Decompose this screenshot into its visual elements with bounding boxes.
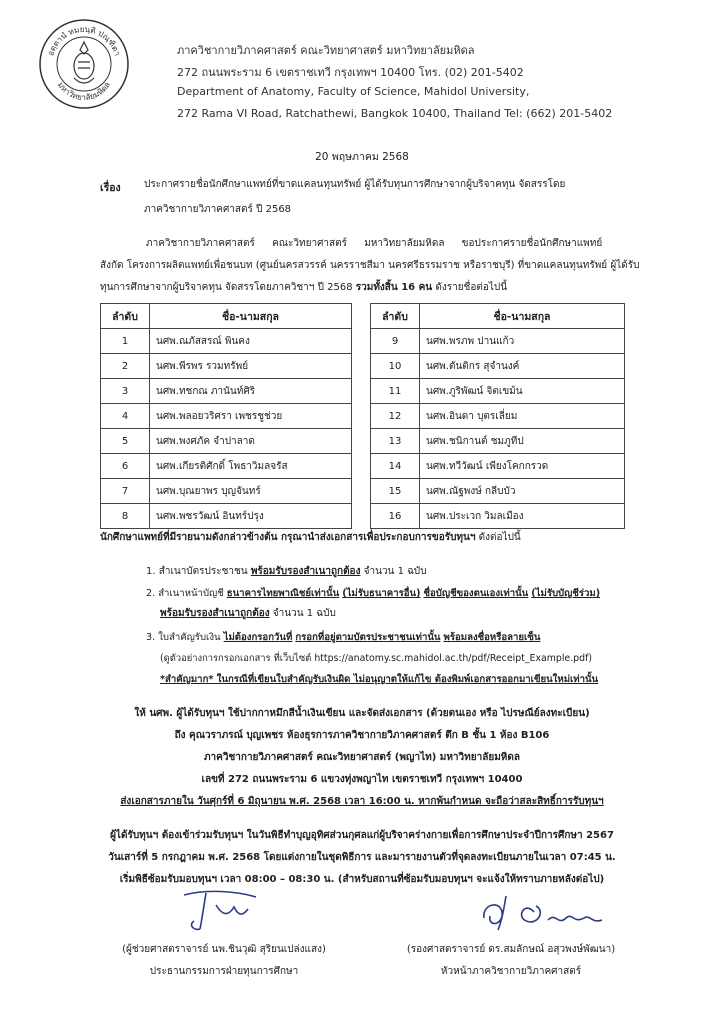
left-signatory-name: (ผู้ช่วยศาสตราจารย์ นพ.ชินวุฒิ สุริยนเปล่งแสง) [122,944,326,955]
column-header-no: ลำดับ [101,304,150,329]
recipients-table-left [100,303,352,529]
table-row [371,429,625,454]
table-row [101,479,352,504]
student-name: นศพ.เกียรติศักดิ์ โพธาวิมลจรัส [150,454,352,479]
svg-text:อตฺตานํ ทมยนฺติ ปณฺฑิตา: อตฺตานํ ทมยนฺติ ปณฺฑิตา [46,24,122,58]
row-number: 12 [371,404,420,429]
table-row [371,354,625,379]
table-row [371,404,625,429]
student-name: นศพ.ทชกณ ภานันท์ศิริ [150,379,352,404]
row-number: 5 [101,429,150,454]
student-name: นศพ.พงศภัค จำปาลาด [150,429,352,454]
student-name: นศพ.พรภพ ปานแก้ว [420,329,625,354]
table-row [101,329,352,354]
table-row [371,379,625,404]
header-english-name: Department of Anatomy, Faculty of Science, Mahidol University, [177,85,530,98]
student-name: นศพ.ณัฐพงษ์ กลีบบัว [420,479,625,504]
submission-line-1: ให้ นศพ. ผู้ได้รับทุนฯ ใช้ปากกาหมึกสีน้ำเงินเขียน และจัดส่งเอกสาร (ด้วยตนเอง หรือ ไปรษณีย์ลงทะเบียน) [134,708,590,719]
instruction-item-2: 2. สำเนาหน้าบัญชี ธนาคารไทยพาณิชย์เท่านั้น (ไม่รับธนาคารอื่น) ชื่อบัญชีของตนเองเท่านั้น (ไม่รับบัญชีร่วม) [146,588,601,599]
student-name: นศพ.ตันติกร สุจำนงค์ [420,354,625,379]
row-number: 2 [101,354,150,379]
table-row [371,329,625,354]
submission-line-4: เลขที่ 272 ถนนพระราม 6 แขวงทุ่งพญาไท เขตราชเทวี กรุงเทพฯ 10400 [201,774,523,785]
intro-total-count: รวมทั้งสิ้น 16 คน [355,282,433,293]
student-name: นศพ.ภูริพัฒน์ จิตเขม้น [420,379,625,404]
svg-text:มหาวิทยาลัยมหิดล: มหาวิทยาลัยมหิดล [55,80,113,103]
row-number: 13 [371,429,420,454]
row-number: 3 [101,379,150,404]
table-row [371,504,625,529]
table-row [371,479,625,504]
student-name: นศพ.บุณยาพร บุญจันทร์ [150,479,352,504]
ceremony-line-1: ผู้ได้รับทุนฯ ต้องเข้าร่วมรับทุนฯ ในวันพิธีทำบุญอุทิศส่วนกุศลแก่ผู้บริจาคร่างกายเพื่อการศึกษาประจำปีการศึกษา 2567 [110,830,614,841]
instruction-item-3: 3. ใบสำคัญรับเงิน ไม่ต้องกรอกวันที่ กรอกที่อยู่ตามบัตรประชาชนเท่านั้น พร้อมลงชื่อหรือลายเซ็น [146,632,541,643]
row-number: 6 [101,454,150,479]
row-number: 4 [101,404,150,429]
right-signatory-name: (รองศาสตราจารย์ ดร.สมลักษณ์ อสุวพงษ์พัฒนา) [406,944,616,955]
table-row [101,354,352,379]
row-number: 14 [371,454,420,479]
column-header-name: ชื่อ-นามสกุล [150,304,352,329]
row-number: 16 [371,504,420,529]
right-signature-image [474,890,614,934]
left-signatory-title: ประธานกรรมการฝ่ายทุนการศึกษา [149,966,299,977]
row-number: 15 [371,479,420,504]
ceremony-line-3: เริ่มพิธีซ้อมรับมอบทุนฯ เวลา 08:00 – 08:30 น. (สำหรับสถานที่ซ้อมรับมอบทุนฯ จะแจ้งให้ทราบภายหลังต่อไป) [119,874,605,885]
table-row [101,504,352,529]
instruction-item-2-line-2: พร้อมรับรองสำเนาถูกต้อง จำนวน 1 ฉบับ [160,608,336,619]
row-number: 11 [371,379,420,404]
instruction-important-note: *สำคัญมาก* ในกรณีที่เขียนใบสำคัญรับเงินผิด ไม่อนุญาตให้แก้ไข ต้องพิมพ์เอกสารออกมาเขียนใหม่เท่านั้น [160,674,599,685]
student-name: นศพ.อินดา บุตรเลี่ยม [420,404,625,429]
table-row [101,379,352,404]
submission-deadline: ส่งเอกสารภายใน วันศุกร์ที่ 6 มิถุนายน พ.ศ. 2568 เวลา 16:00 น. หากพ้นกำหนด จะถือว่าสละสิทธิ์การรับทุนฯ [120,796,604,807]
intro-line-2: สังกัด โครงการผลิตแพทย์เพื่อชนบท (ศูนย์นครสวรรค์ นครราชสีมา นครศรีธรรมราช หรือราชบุรี) ที่ขาดแคลนทุนทรัพย์ ผู้ได้รับ [100,260,640,271]
recipients-table-right [370,303,625,529]
intro-line-3: ทุนการศึกษาจากผู้บริจาคทุน จัดสรรโดยภาควิชาฯ ปี 2568 รวมทั้งสิ้น 16 คน ดังรายชื่อต่อไปนี้ [100,282,508,293]
table-row [371,454,625,479]
row-number: 8 [101,504,150,529]
column-header-no: ลำดับ [371,304,420,329]
subject-line-1: ประกาศรายชื่อนักศึกษาแพทย์ที่ขาดแคลนทุนทรัพย์ ผู้ได้รับทุนการศึกษาจากผู้บริจาคทุน จัดสรรโดย [144,179,566,190]
header-english-address: 272 Rama VI Road, Ratchathewi, Bangkok 10400, Thailand Tel: (662) 201-5402 [177,107,613,120]
header-thai-name: ภาควิชากายวิภาคศาสตร์ คณะวิทยาศาสตร์ มหาวิทยาลัยมหิดล [177,44,475,57]
subject-label: เรื่อง [100,182,121,194]
table-row [101,454,352,479]
row-number: 7 [101,479,150,504]
instructions-heading: นักศึกษาแพทย์ที่มีรายนามดังกล่าวข้างต้น กรุณานำส่งเอกสารเพื่อประกอบการขอรับทุนฯ ดังต่อไปนี้ [100,532,521,543]
intro-line-1: ภาควิชากายวิภาคศาสตร์ คณะวิทยาศาสตร์ มหาวิทยาลัยมหิดล ขอประกาศรายชื่อนักศึกษาแพทย์ [146,238,603,249]
instruction-example-url: (ดูตัวอย่างการกรอกเอกสาร ที่เว็บไซต์ https://anatomy.sc.mahidol.ac.th/pdf/Receipt_Example.pdf) [160,653,593,664]
column-header-name: ชื่อ-นามสกุล [420,304,625,329]
subject-line-2: ภาควิชากายวิภาคศาสตร์ ปี 2568 [144,204,292,215]
student-name: นศพ.ทวีวัฒน์ เพียงโคกกรวด [420,454,625,479]
student-name: นศพ.พชรวัฒน์ อินทร์ปรุง [150,504,352,529]
row-number: 9 [371,329,420,354]
mahidol-seal-logo [38,18,130,110]
submission-line-3: ภาควิชากายวิภาคศาสตร์ คณะวิทยาศาสตร์ (พญาไท) มหาวิทยาลัยมหิดล [203,752,521,763]
row-number: 1 [101,329,150,354]
header-thai-address: 272 ถนนพระราม 6 เขตราชเทวี กรุงเทพฯ 10400 โทร. (02) 201-5402 [177,66,524,79]
table-row [101,404,352,429]
student-name: นศพ.พลอยวริศรา เพชรชูช่วย [150,404,352,429]
student-name: นศพ.ณภัสสรณ์ พินคง [150,329,352,354]
right-signatory-title: หัวหน้าภาควิชากายวิภาคศาสตร์ [440,966,582,977]
instruction-item-1: 1. สำเนาบัตรประชาชน พร้อมรับรองสำเนาถูกต้อง จำนวน 1 ฉบับ [146,566,427,577]
row-number: 10 [371,354,420,379]
document-date: 20 พฤษภาคม 2568 [315,151,409,163]
submission-line-2: ถึง คุณวราภรณ์ บุญเพชร ห้องธุรการภาควิชากายวิภาคศาสตร์ ตึก B ชั้น 1 ห้อง B106 [174,730,550,741]
table-row [101,429,352,454]
student-name: นศพ.ประเวก วิมลเมือง [420,504,625,529]
ceremony-line-2: วันเสาร์ที่ 5 กรกฎาคม พ.ศ. 2568 โดยแต่งกายในชุดพิธีการ และมารายงานตัวที่จุดลงทะเบียนภายในเวลา 07:45 น. [108,852,616,863]
student-name: นศพ.พีรพร รวมทรัพย์ [150,354,352,379]
left-signature-image [176,885,266,935]
student-name: นศพ.ชนิกานต์ ชมภูทีป [420,429,625,454]
